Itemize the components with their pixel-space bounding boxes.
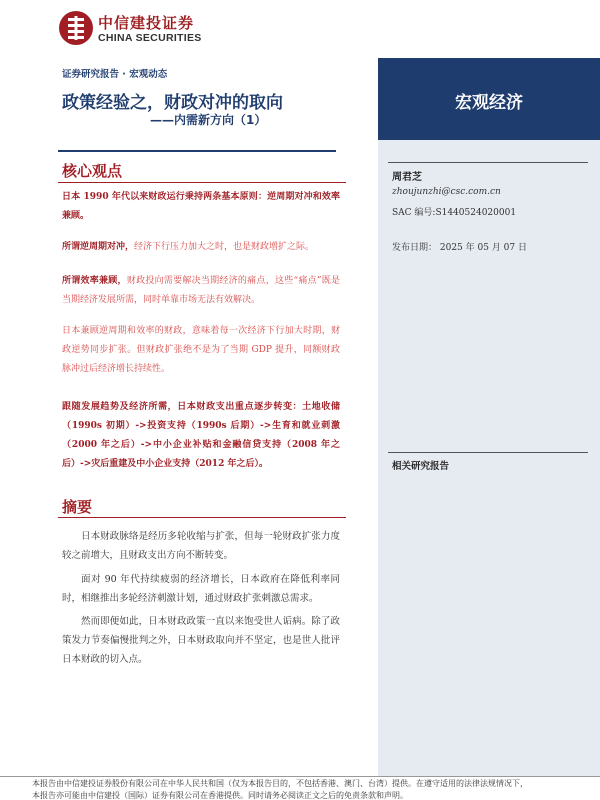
core-views-heading: 核心观点 bbox=[62, 162, 123, 180]
disclaimer bbox=[32, 778, 600, 800]
company-logo bbox=[58, 10, 228, 46]
author-name: 周君芝 bbox=[392, 172, 422, 183]
author-divider bbox=[388, 162, 588, 163]
category-label: 宏观经济 bbox=[455, 93, 523, 113]
summary-paragraph-2: 面对 90 年代持续疲弱的经济增长，日本政府在降低利率同时，相继推出多轮经济刺激计划，通过财政扩张刺激总需求。 bbox=[62, 574, 340, 604]
core-view-paragraph-1: 日本 1990 年代以来财政运行秉持两条基本原则：逆周期对冲和效率兼顾。 bbox=[62, 192, 340, 221]
report-subtitle: ——内需新方向（1） bbox=[150, 113, 267, 127]
summary-heading: 摘要 bbox=[62, 498, 93, 516]
core-view-paragraph-5: 跟随发展趋势及经济所需，日本财政支出重点逐步转变：土地收储（1990s 初期）->投资支持（1990s 后期）->生育和就业刺激（2000 年之后）->中小企业补贴和金融信贷支持（2008 年之后）->灾后重建及中小企业支持（2012 年之后）。 bbox=[62, 402, 340, 469]
logo-name-en: CHINA SECURITIES bbox=[98, 32, 202, 44]
core-view-2-text: 经济下行压力加大之时，也是财政增扩之际。 bbox=[134, 242, 315, 252]
core-view-paragraph-4: 日本兼顾逆周期和效率的财政，意味着每一次经济下行加大时期，财政逆势同步扩张。但财政扩张绝不是为了当期 GDP 提升，同额财政脉冲过后经济增长持续性。 bbox=[62, 326, 340, 374]
author-email[interactable]: zhoujunzhi@csc.com.cn bbox=[392, 187, 501, 197]
sidebar-panel bbox=[378, 58, 600, 776]
title-divider bbox=[58, 150, 336, 152]
related-divider bbox=[388, 452, 588, 453]
logo-name-cn: 中信建投证券 bbox=[98, 14, 195, 32]
core-view-paragraph-2 bbox=[62, 238, 340, 257]
china-securities-logo-icon bbox=[58, 10, 94, 46]
core-views-divider bbox=[58, 182, 346, 183]
category-banner bbox=[378, 58, 600, 140]
author-sac-number: SAC 编号:S1440524020001 bbox=[392, 208, 517, 218]
core-view-3-text: 财政投向需要解决当期经济的痛点，这些“痛点”既是当期经济发展所需，同时单靠市场无法有效解决。 bbox=[62, 276, 340, 305]
disclaimer-line-1: 本报告由中信建投证券股份有限公司在中华人民共和国（仅为本报告目的，不包括香港、澳门、台湾）提供。在遵守适用的法律法规情况下， bbox=[32, 779, 528, 788]
report-type: 证券研究报告 · 宏观动态 bbox=[62, 69, 168, 80]
publish-date: 发布日期： 2025 年 05 月 07 日 bbox=[392, 243, 527, 253]
summary-divider bbox=[58, 517, 346, 518]
related-reports-heading: 相关研究报告 bbox=[392, 461, 450, 472]
core-view-paragraph-3 bbox=[62, 272, 340, 310]
footer-divider bbox=[0, 776, 600, 777]
disclaimer-line-2: 本报告亦可能由中信建投（国际）证券有限公司在香港提供。同时请务必阅读正文之后的免责条款和声明。 bbox=[32, 791, 408, 800]
summary-paragraph-3: 然而即便如此，日本财政政策一直以来饱受世人诟病。除了政策发力节奏偏慢批判之外，日本财政取向并不坚定，也是世人批评日本财政的切入点。 bbox=[62, 616, 340, 665]
core-view-2-lead: 所谓逆周期对冲， bbox=[62, 242, 135, 252]
report-title: 政策经验之，财政对冲的取向 bbox=[62, 93, 283, 113]
summary-paragraph-1: 日本财政脉络是经历多轮收缩与扩张，但每一轮财政扩张力度较之前增大，且财政支出方向不断转变。 bbox=[62, 531, 340, 561]
core-view-3-lead: 所谓效率兼顾， bbox=[62, 276, 127, 286]
